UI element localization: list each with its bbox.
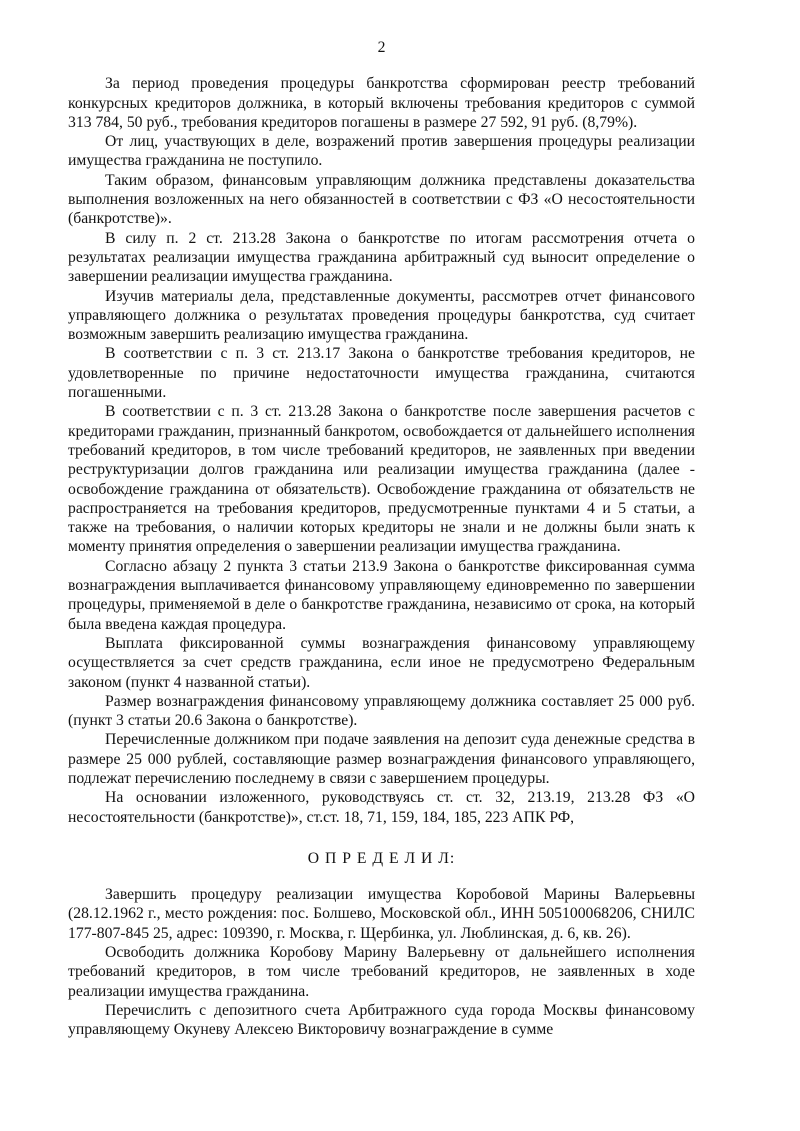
body-paragraph: Согласно абзацу 2 пункта 3 статьи 213.9 Закона о банкротстве фиксированная сумма вознаграждения выплачивается финансовому управляющему единовременно по завершении процедуры, применяемой в деле о банкротстве гражданина, независимо от срока, на который была введена каждая процедура. (68, 557, 695, 633)
body-paragraph: От лиц, участвующих в деле, возражений против завершения процедуры реализации имущества гражданина не поступило. (68, 133, 695, 170)
page-number: 2 (377, 39, 386, 56)
resolution-heading: О П Р Е Д Е Л И Л: (307, 849, 456, 867)
body-paragraph: Выплата фиксированной суммы вознаграждения финансовому управляющему осуществляется за счет средств гражданина, если иное не предусмотрено Федеральным законом (пункт 4 названной статьи). (68, 634, 695, 691)
body-paragraph: В силу п. 2 ст. 213.28 Закона о банкротстве по итогам рассмотрения отчета о результатах реализации имущества гражданина арбитражный суд выносит определение о завершении реализации имущества гражданина. (68, 229, 695, 286)
resolution-paragraph: Перечислить с депозитного счета Арбитражного суда города Москвы финансовому управляющему Окуневу Алексею Викторовичу вознаграждение в сумме (68, 1001, 695, 1039)
resolution-paragraph: Завершить процедуру реализации имущества Коробовой Марины Валерьевны (28.12.1962 г., место рождения: пос. Болшево, Московской обл., ИНН 505100068206, СНИЛС 177-807-845 25, адрес: 109390, г. Москва, г. Щербинка, ул. Люблинская, д. 6, кв. 26). (68, 886, 695, 942)
body-paragraph: В соответствии с п. 3 ст. 213.28 Закона о банкротстве после завершения расчетов с кредиторами гражданин, признанный банкротом, освобождается от дальнейшего исполнения требований кредиторов, в том числе требований кредиторов, не заявленных при введении реструктуризации долгов гражданина или реализации имущества гражданина (далее - освобождение гражданина от обязательств). Освобождение гражданина от обязательств не распространяется на требования кредиторов, предусмотренные пунктами 4 и 5 статьи, а также на требования, о наличии которых кредиторы не знали и не должны были знать к моменту принятия определения о завершении реализации имущества гражданина. (68, 403, 695, 556)
body-paragraph: На основании изложенного, руководствуясь ст. ст. 32, 213.19, 213.28 ФЗ «О несостоятельности (банкротстве)», ст.ст. 18, 71, 159, 184, 185, 223 АПК РФ, (68, 789, 695, 826)
body-paragraph: В соответствии с п. 3 ст. 213.17 Закона о банкротстве требования кредиторов, не удовлетворенные по причине недостаточности имущества гражданина, считаются погашенными. (68, 345, 695, 402)
body-paragraph: Размер вознаграждения финансовому управляющему должника составляет 25 000 руб. (пункт 3 статьи 20.6 Закона о банкротстве). (68, 692, 695, 730)
body-paragraph: За период проведения процедуры банкротства сформирован реестр требований конкурсных кредиторов должника, в который включены требования кредиторов с суммой 313 784, 50 руб., требования кредиторов погашены в размере 27 592, 91 руб. (8,79%). (68, 75, 695, 131)
resolution-paragraph: Освободить должника Коробову Марину Валерьевну от дальнейшего исполнения требований кредиторов, в том числе требований кредиторов, не заявленных в ходе реализации имущества гражданина. (68, 944, 695, 1000)
body-paragraph: Таким образом, финансовым управляющим должника представлены доказательства выполнения возложенных на него обязанностей в соответствии с ФЗ «О несостоятельности (банкротстве)». (68, 171, 695, 228)
body-paragraph: Изучив материалы дела, представленные документы, рассмотрев отчет финансового управляющего должника о результатах проведения процедуры банкротства, суд считает возможным завершить реализацию имущества гражданина. (68, 287, 695, 344)
body-paragraph: Перечисленные должником при подаче заявления на депозит суда денежные средства в размере 25 000 рублей, составляющие размер вознаграждения финансового управляющего, подлежат перечислению последнему в связи с завершением процедуры. (68, 731, 695, 787)
